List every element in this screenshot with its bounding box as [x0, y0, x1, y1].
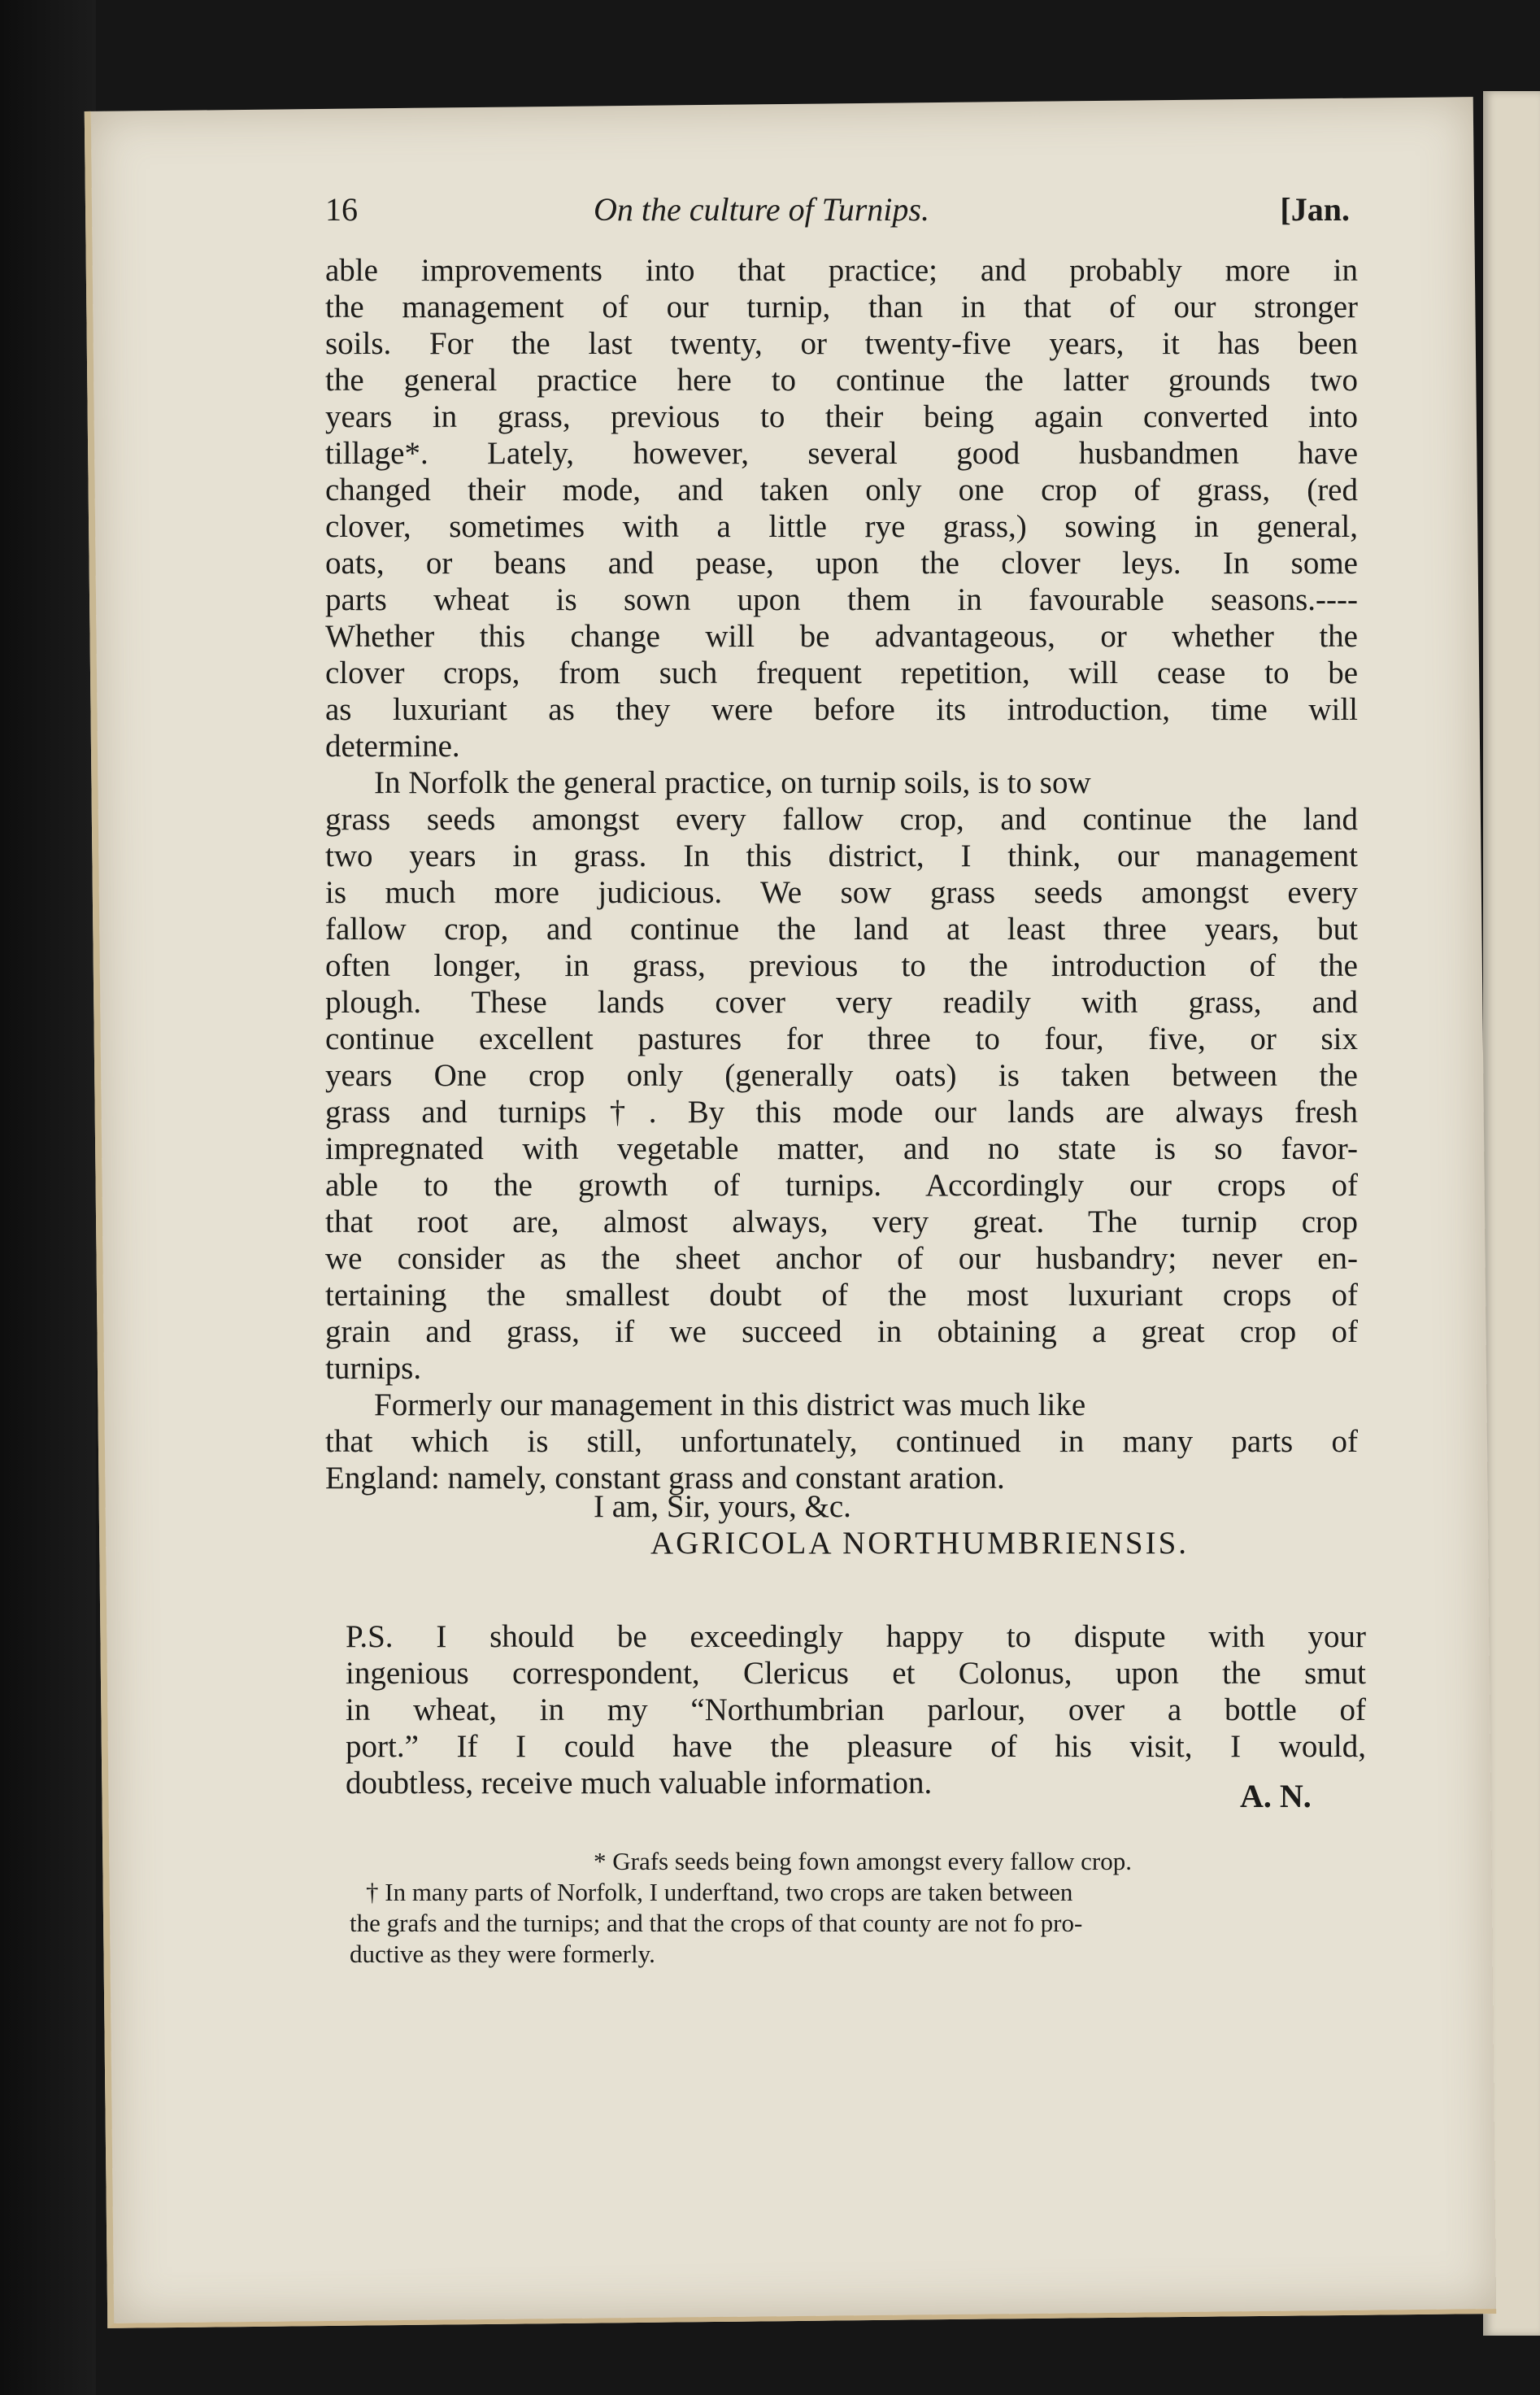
body-line: able improvements into that practice; and probably more in [325, 253, 1358, 288]
postscript-line: in wheat, in my “Northumbrian parlour, over a bottle of [346, 1692, 1366, 1727]
page-number: 16 [325, 191, 358, 228]
body-line: is much more judicious. We sow grass seeds amongst every [325, 875, 1358, 910]
postscript-line: P.S. I should be exceedingly happy to dispute with your [346, 1619, 1366, 1654]
footnotes [350, 1846, 1366, 1970]
body-line: the management of our turnip, than in that of our stronger [325, 290, 1358, 324]
letter-closing [325, 1488, 1358, 1561]
body-line: clover, sometimes with a little rye grass,) sowing in general, [325, 509, 1358, 544]
body-line: years One crop only (generally oats) is taken between the [325, 1058, 1358, 1093]
body-line: Whether this change will be advantageous, or whether the [325, 619, 1358, 654]
body-text [325, 252, 1358, 1496]
body-line: as luxuriant as they were before its introduction, time will [325, 692, 1358, 727]
paragraph-start-line: Formerly our management in this district was much like [374, 1387, 1086, 1422]
page-header [325, 190, 1350, 239]
paragraph-start-line: In Norfolk the general practice, on turnip soils, is to sow [374, 765, 1091, 800]
body-line: able to the growth of turnips. Accordingly our crops of [325, 1168, 1358, 1203]
running-head: On the culture of Turnips. [594, 191, 929, 228]
signature: AGRICOLA NORTHUMBRIENSIS. [650, 1526, 1190, 1561]
body-line: that which is still, unfortunately, continued in many parts of [325, 1424, 1358, 1459]
footnote: * Grafs seeds being fown amongst every fallow crop. [594, 1847, 1133, 1875]
body-line: impregnated with vegetable matter, and no state is so favor- [325, 1131, 1358, 1166]
body-line: parts wheat is sown upon them in favourable seasons.---- [325, 582, 1358, 617]
body-line: clover crops, from such frequent repetition, will cease to be [325, 655, 1358, 690]
month-marker: [Jan. [1280, 191, 1350, 228]
body-line: that root are, almost always, very great. The turnip crop [325, 1204, 1358, 1239]
body-line: tillage*. Lately, however, several good husbandmen have [325, 436, 1358, 471]
body-line: England: namely, constant grass and constant aration. [325, 1461, 1005, 1496]
body-line: grass seeds amongst every fallow crop, and continue the land [325, 802, 1358, 837]
body-line: turnips. [325, 1351, 422, 1386]
body-line: determine. [325, 729, 460, 764]
spine-shadow [0, 0, 96, 2395]
body-line: often longer, in grass, previous to the introduction of the [325, 948, 1358, 983]
body-line: fallow crop, and continue the land at least three years, but [325, 912, 1358, 947]
footnote-continuation: ductive as they were formerly. [350, 1940, 655, 1968]
postscript-initials: A. N. [1240, 1778, 1312, 1814]
body-line: tertaining the smallest doubt of the most luxuriant crops of [325, 1278, 1358, 1313]
footnote: † In many parts of Norfolk, I underftand, two crops are taken between [366, 1878, 1073, 1906]
body-line: grass and turnips†. By this mode our lands are always fresh [325, 1095, 1358, 1130]
body-line: the general practice here to continue the latter grounds two [325, 363, 1358, 398]
body-line: two years in grass. In this district, I think, our management [325, 838, 1358, 873]
body-line: changed their mode, and taken only one crop of grass, (red [325, 472, 1358, 507]
body-line: grain and grass, if we succeed in obtaining a great crop of [325, 1314, 1358, 1349]
postscript-line: doubtless, receive much valuable information. [346, 1766, 933, 1801]
body-line: plough. These lands cover very readily with grass, and [325, 985, 1358, 1020]
postscript [346, 1618, 1366, 1801]
body-line: years in grass, previous to their being again converted into [325, 399, 1358, 434]
postscript-line: port.” If I could have the pleasure of his visit, I would, [346, 1729, 1366, 1764]
body-line: soils. For the last twenty, or twenty-five years, it has been [325, 326, 1358, 361]
body-line: we consider as the sheet anchor of our husbandry; never en- [325, 1241, 1358, 1276]
postscript-line: ingenious correspondent, Clericus et Colonus, upon the smut [346, 1656, 1366, 1691]
footnote-continuation: the grafs and the turnips; and that the crops of that county are not fo pro- [350, 1909, 1083, 1937]
body-line: oats, or beans and pease, upon the clover leys. In some [325, 546, 1358, 581]
valediction: I am, Sir, yours, &c. [594, 1489, 851, 1524]
body-line: continue excellent pastures for three to four, five, or six [325, 1021, 1358, 1056]
